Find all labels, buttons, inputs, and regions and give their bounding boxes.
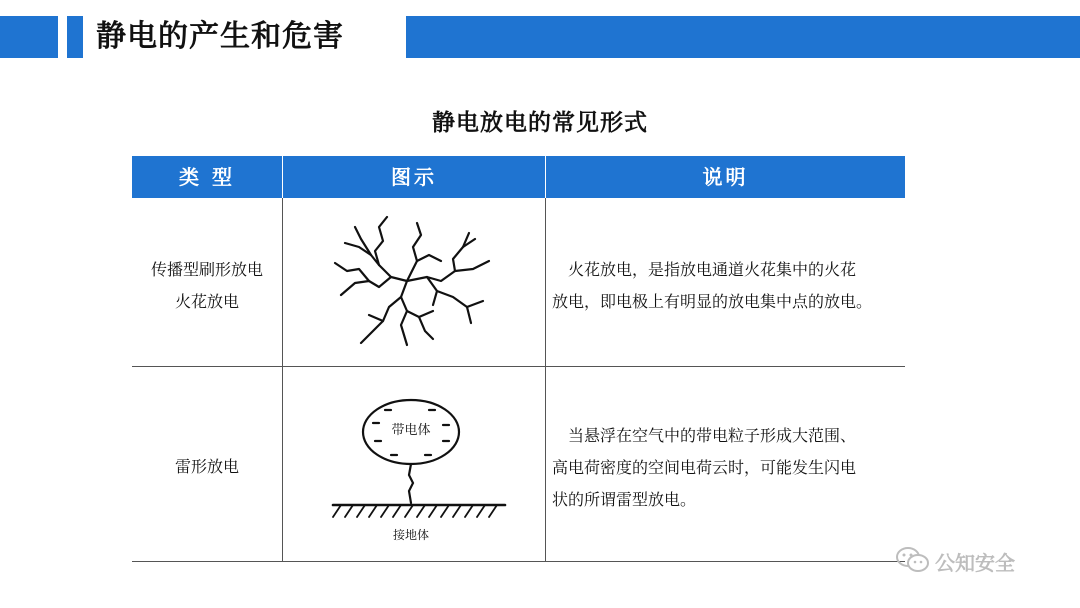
wechat-icon xyxy=(895,545,931,575)
brush-spark-discharge-figure xyxy=(283,199,545,365)
lightning-discharge-figure xyxy=(283,367,545,561)
row2-type-line1: 雷形放电 xyxy=(174,457,239,476)
discharge-table xyxy=(132,156,905,562)
row1-type-line1: 传播型刷形放电 xyxy=(150,260,263,279)
table-header-description: 说明 xyxy=(546,156,905,198)
table-divider xyxy=(132,561,905,562)
row1-description xyxy=(552,254,902,318)
row1-desc-line1: 火花放电，是指放电通道火花集中的火花 xyxy=(568,260,857,279)
header-accent-right xyxy=(406,16,1080,58)
ground-body-label: 接地体 xyxy=(392,528,429,542)
header-accent-stripe xyxy=(67,16,83,58)
watermark-text: 公知安全 xyxy=(935,551,1015,575)
watermark xyxy=(895,545,1055,575)
row2-desc-line2: 高电荷密度的空间电荷云时，可能发生闪电 xyxy=(552,458,857,477)
row1-type-line2: 火花放电 xyxy=(174,292,239,311)
row1-desc-line2: 放电，即电极上有明显的放电集中点的放电。 xyxy=(552,292,873,311)
section-title: 静电放电的常见形式 xyxy=(432,110,648,136)
row2-desc-line3: 状的所谓雷型放电。 xyxy=(552,490,697,509)
table-header-figure: 图示 xyxy=(283,156,545,198)
row2-type xyxy=(132,451,282,483)
row1-type xyxy=(132,254,282,318)
row2-desc-line1: 当悬浮在空气中的带电粒子形成大范围、 xyxy=(568,426,857,445)
table-divider xyxy=(545,156,546,198)
table-header-type: 类 型 xyxy=(132,156,282,198)
row2-description xyxy=(552,420,902,516)
table-divider xyxy=(545,198,546,562)
page-title: 静电的产生和危害 xyxy=(96,19,344,54)
header-accent-left xyxy=(0,16,58,58)
charged-body-label: 带电体 xyxy=(391,423,431,438)
